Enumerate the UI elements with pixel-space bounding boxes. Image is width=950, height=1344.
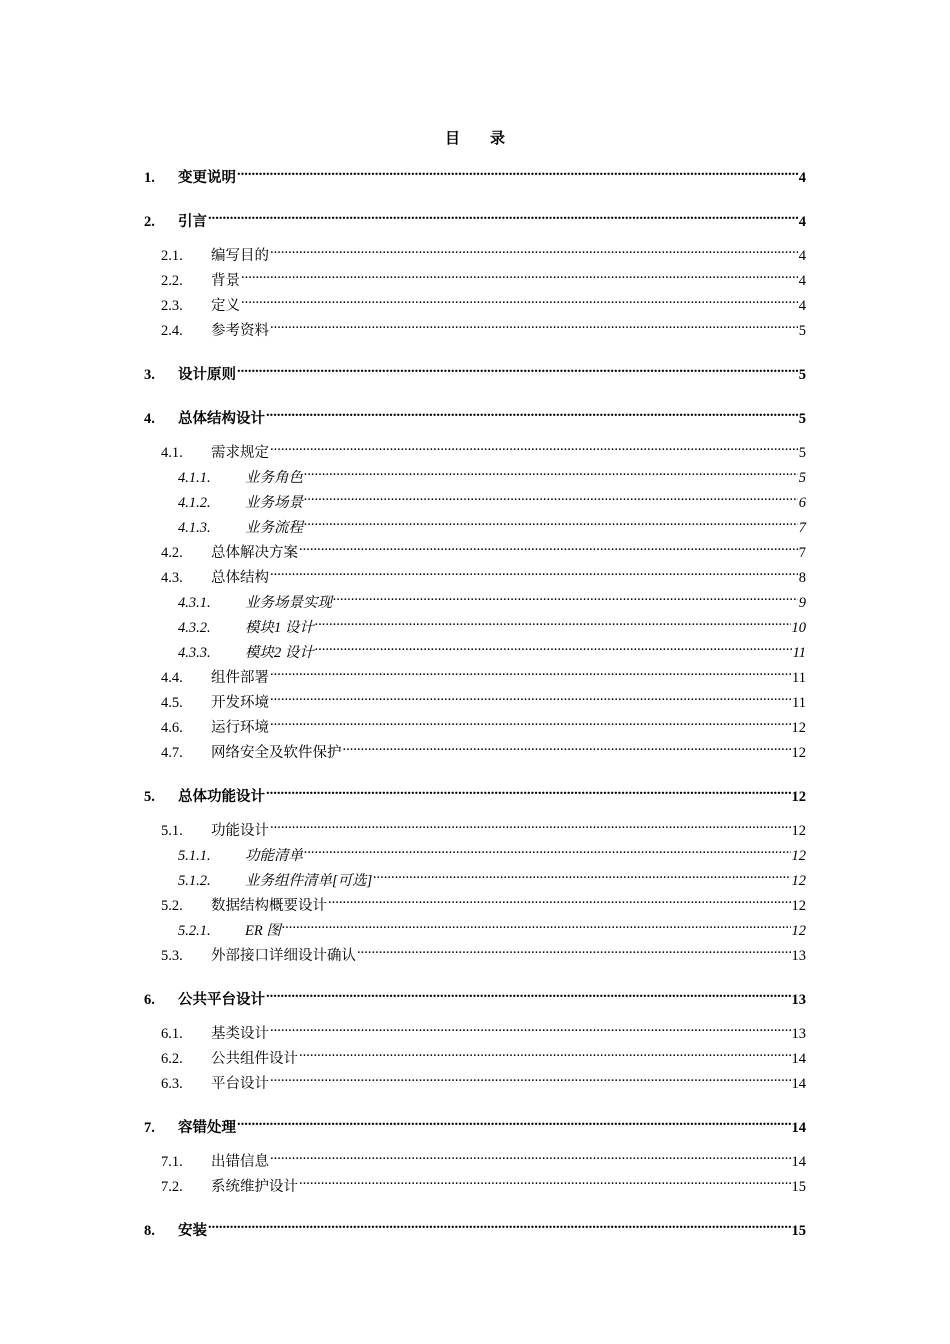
toc-entry-page-number: 11 bbox=[792, 670, 806, 686]
toc-entry-label: 公共平台设计 bbox=[178, 992, 265, 1008]
toc-entry[interactable] bbox=[144, 710, 806, 736]
toc-entry-label: 组件部署 bbox=[211, 670, 269, 686]
toc-entry-page-number: 12 bbox=[791, 898, 806, 914]
dot-leader bbox=[237, 357, 798, 379]
toc-entry-page-number: 6 bbox=[798, 495, 806, 511]
toc-entry-label: 出错信息 bbox=[211, 1154, 269, 1170]
toc-entry-label: 容错处理 bbox=[178, 1120, 236, 1136]
toc-entry-number: 5.2.1. bbox=[178, 923, 211, 939]
dot-leader bbox=[270, 435, 798, 457]
toc-entry[interactable] bbox=[144, 204, 806, 230]
toc-entry-label: 安装 bbox=[178, 1223, 207, 1239]
toc-entry-label: 设计原则 bbox=[178, 367, 236, 383]
toc-entry-number: 5. bbox=[144, 789, 155, 805]
toc-entry-page-number: 10 bbox=[791, 620, 806, 636]
toc-entry-page-number: 5 bbox=[798, 411, 806, 427]
toc-entry-number: 5.1.1. bbox=[178, 848, 211, 864]
dot-leader bbox=[299, 1169, 791, 1191]
toc-entry-label: 系统维护设计 bbox=[211, 1179, 298, 1195]
toc-entry-label: 变更说明 bbox=[178, 170, 236, 186]
toc-entry-label: 模块2 设计 bbox=[245, 645, 314, 661]
toc-entry-page-number: 12 bbox=[791, 823, 806, 839]
toc-entry[interactable] bbox=[144, 288, 806, 314]
toc-entry-page-number: 9 bbox=[798, 595, 806, 611]
toc-entry-page-number: 13 bbox=[791, 948, 806, 964]
toc-entry-label: 编写目的 bbox=[211, 248, 269, 264]
dot-leader bbox=[299, 1041, 791, 1063]
toc-entry-number: 7.1. bbox=[161, 1154, 183, 1170]
toc-entry-number: 5.1.2. bbox=[178, 873, 211, 889]
dot-leader bbox=[266, 779, 791, 801]
toc-title: 目 录 bbox=[444, 131, 505, 147]
toc-entry-page-number: 13 bbox=[791, 992, 806, 1008]
toc-entry-page-number: 12 bbox=[791, 848, 806, 864]
dot-leader bbox=[270, 1144, 791, 1166]
toc-entry-number: 4.4. bbox=[161, 670, 183, 686]
toc-entry-page-number: 5 bbox=[798, 367, 806, 383]
dot-leader bbox=[328, 888, 791, 910]
toc-entry[interactable] bbox=[144, 510, 806, 536]
toc-entry[interactable] bbox=[144, 313, 806, 339]
toc-entry[interactable] bbox=[144, 938, 806, 964]
toc-entry-page-number: 4 bbox=[798, 248, 806, 264]
dot-leader bbox=[208, 204, 798, 226]
dot-leader bbox=[373, 863, 790, 885]
toc-entry[interactable] bbox=[144, 888, 806, 914]
toc-entry-label: 平台设计 bbox=[211, 1076, 269, 1092]
toc-entry[interactable] bbox=[144, 1041, 806, 1067]
toc-entry-page-number: 12 bbox=[791, 720, 806, 736]
toc-entry-number: 5.2. bbox=[161, 898, 183, 914]
dot-leader bbox=[304, 485, 798, 507]
toc-entry-label: ER 图 bbox=[245, 923, 281, 939]
toc-entry-label: 业务角色 bbox=[245, 470, 303, 486]
toc-entry-label: 开发环境 bbox=[211, 695, 269, 711]
toc-entry[interactable] bbox=[144, 263, 806, 289]
toc-entry-number: 5.1. bbox=[161, 823, 183, 839]
toc-entry-number: 4.1.1. bbox=[178, 470, 211, 486]
dot-leader bbox=[266, 401, 798, 423]
toc-entry[interactable] bbox=[144, 660, 806, 686]
dot-leader bbox=[270, 710, 791, 732]
dot-leader bbox=[266, 982, 791, 1004]
toc-entry-label: 运行环境 bbox=[211, 720, 269, 736]
dot-leader bbox=[333, 585, 798, 607]
toc-entry-number: 4.3.3. bbox=[178, 645, 211, 661]
toc-entry-number: 4.3.2. bbox=[178, 620, 211, 636]
toc-entry-number: 4.5. bbox=[161, 695, 183, 711]
toc-entry[interactable] bbox=[144, 635, 806, 661]
toc-entry-number: 2.3. bbox=[161, 298, 183, 314]
dot-leader bbox=[270, 560, 798, 582]
dot-leader bbox=[270, 660, 791, 682]
toc-entry[interactable] bbox=[144, 560, 806, 586]
dot-leader bbox=[270, 313, 798, 335]
toc-entry-page-number: 11 bbox=[792, 645, 806, 661]
toc-entry-page-number: 8 bbox=[798, 570, 806, 586]
toc-entry[interactable] bbox=[144, 401, 806, 427]
toc-entry-number: 4. bbox=[144, 411, 155, 427]
toc-entry-number: 5.3. bbox=[161, 948, 183, 964]
toc-entry-page-number: 12 bbox=[791, 789, 806, 805]
dot-leader bbox=[304, 460, 798, 482]
toc-entry[interactable] bbox=[144, 610, 806, 636]
toc-entry-label: 基类设计 bbox=[211, 1026, 269, 1042]
toc-entry-label: 网络安全及软件保护 bbox=[211, 745, 342, 761]
toc-entry-page-number: 14 bbox=[791, 1051, 806, 1067]
toc-entry[interactable] bbox=[144, 1016, 806, 1042]
toc-entry-page-number: 5 bbox=[798, 445, 806, 461]
toc-entry-number: 6.1. bbox=[161, 1026, 183, 1042]
toc-entry-label: 总体结构设计 bbox=[178, 411, 265, 427]
dot-leader bbox=[241, 288, 798, 310]
toc-entry-label: 功能设计 bbox=[211, 823, 269, 839]
toc-entry-page-number: 4 bbox=[798, 170, 806, 186]
dot-leader bbox=[304, 838, 791, 860]
toc-entry-label: 总体功能设计 bbox=[178, 789, 265, 805]
toc-entry-page-number: 7 bbox=[798, 520, 806, 536]
toc-entry[interactable] bbox=[144, 913, 806, 939]
toc-entry[interactable] bbox=[144, 735, 806, 761]
toc-entry-label: 业务组件清单[可选] bbox=[245, 873, 373, 889]
dot-leader bbox=[270, 685, 791, 707]
toc-entry-label: 公共组件设计 bbox=[211, 1051, 298, 1067]
toc-entry-label: 背景 bbox=[211, 273, 240, 289]
toc-entry-page-number: 5 bbox=[798, 323, 806, 339]
toc-entry[interactable] bbox=[144, 238, 806, 264]
toc-entry-label: 业务流程 bbox=[245, 520, 303, 536]
dot-leader bbox=[270, 238, 798, 260]
toc-entry-number: 4.1.3. bbox=[178, 520, 211, 536]
toc-entry-label: 数据结构概要设计 bbox=[211, 898, 327, 914]
dot-leader bbox=[270, 813, 791, 835]
dot-leader bbox=[241, 263, 798, 285]
toc-entry-page-number: 12 bbox=[791, 923, 806, 939]
toc-entry-label: 外部接口详细设计确认 bbox=[211, 948, 356, 964]
toc-entry[interactable] bbox=[144, 779, 806, 805]
toc-entry-number: 4.7. bbox=[161, 745, 183, 761]
toc-entry[interactable] bbox=[144, 838, 806, 864]
toc-entry[interactable] bbox=[144, 863, 806, 889]
toc-entry-page-number: 12 bbox=[791, 873, 806, 889]
dot-leader bbox=[237, 160, 798, 182]
toc-entry-page-number: 13 bbox=[791, 1026, 806, 1042]
toc-entry-number: 4.3. bbox=[161, 570, 183, 586]
toc-entry-number: 4.6. bbox=[161, 720, 183, 736]
toc-entry-number: 7.2. bbox=[161, 1179, 183, 1195]
toc-entry[interactable] bbox=[144, 485, 806, 511]
toc-entry-number: 7. bbox=[144, 1120, 155, 1136]
dot-leader bbox=[304, 510, 798, 532]
toc-entry-page-number: 14 bbox=[791, 1076, 806, 1092]
toc-entry[interactable] bbox=[144, 1144, 806, 1170]
toc-entry-page-number: 15 bbox=[791, 1223, 806, 1239]
toc-entry-label: 参考资料 bbox=[211, 323, 269, 339]
toc-entry[interactable] bbox=[144, 1169, 806, 1195]
dot-leader bbox=[270, 1016, 791, 1038]
dot-leader bbox=[357, 938, 791, 960]
toc-entry[interactable] bbox=[144, 1066, 806, 1092]
dot-leader bbox=[282, 913, 791, 935]
toc-entry-label: 业务场景 bbox=[245, 495, 303, 511]
toc-entry-number: 3. bbox=[144, 367, 155, 383]
dot-leader bbox=[315, 610, 791, 632]
toc-entry-number: 4.1. bbox=[161, 445, 183, 461]
dot-leader bbox=[270, 1066, 791, 1088]
toc-entry-page-number: 12 bbox=[791, 745, 806, 761]
toc-entry-page-number: 5 bbox=[798, 470, 806, 486]
toc-entry-number: 2.4. bbox=[161, 323, 183, 339]
toc-entry[interactable] bbox=[144, 460, 806, 486]
toc-entry-number: 4.3.1. bbox=[178, 595, 211, 611]
toc-entry[interactable] bbox=[144, 585, 806, 611]
toc-entry-number: 1. bbox=[144, 170, 155, 186]
toc-entry[interactable] bbox=[144, 357, 806, 383]
dot-leader bbox=[237, 1110, 791, 1132]
toc-entry-number: 6.3. bbox=[161, 1076, 183, 1092]
toc-entry-page-number: 15 bbox=[791, 1179, 806, 1195]
toc-entry-label: 功能清单 bbox=[245, 848, 303, 864]
toc-entry-number: 4.1.2. bbox=[178, 495, 211, 511]
toc-entry-number: 8. bbox=[144, 1223, 155, 1239]
toc-entry-label: 总体结构 bbox=[211, 570, 269, 586]
toc-entry-page-number: 4 bbox=[798, 273, 806, 289]
dot-leader bbox=[315, 635, 792, 657]
toc-entry-number: 6.2. bbox=[161, 1051, 183, 1067]
toc-entry-label: 业务场景实现 bbox=[245, 595, 332, 611]
dot-leader bbox=[208, 1213, 791, 1235]
toc-entry[interactable] bbox=[144, 685, 806, 711]
toc-entry-label: 总体解决方案 bbox=[211, 545, 298, 561]
toc-entry-number: 2.1. bbox=[161, 248, 183, 264]
toc-entry[interactable] bbox=[144, 1213, 806, 1239]
toc-entry-page-number: 14 bbox=[791, 1120, 806, 1136]
toc-entry-number: 2. bbox=[144, 214, 155, 230]
toc-entry-number: 4.2. bbox=[161, 545, 183, 561]
toc-entry-page-number: 11 bbox=[792, 695, 806, 711]
toc-entry-label: 需求规定 bbox=[211, 445, 269, 461]
toc-entry-label: 定义 bbox=[211, 298, 240, 314]
toc-entry-page-number: 7 bbox=[798, 545, 806, 561]
dot-leader bbox=[299, 535, 798, 557]
toc-entry[interactable] bbox=[144, 435, 806, 461]
toc-entry[interactable] bbox=[144, 813, 806, 839]
toc-entry[interactable] bbox=[144, 535, 806, 561]
toc-entry-page-number: 14 bbox=[791, 1154, 806, 1170]
dot-leader bbox=[343, 735, 791, 757]
toc-entry-page-number: 4 bbox=[798, 298, 806, 314]
toc-entry[interactable] bbox=[144, 1110, 806, 1136]
toc-entry[interactable] bbox=[144, 982, 806, 1008]
toc-entry-label: 引言 bbox=[178, 214, 207, 230]
toc-entry[interactable] bbox=[144, 160, 806, 186]
toc-entry-number: 6. bbox=[144, 992, 155, 1008]
toc-entry-label: 模块1 设计 bbox=[245, 620, 314, 636]
toc-entry-number: 2.2. bbox=[161, 273, 183, 289]
toc-entry-page-number: 4 bbox=[798, 214, 806, 230]
